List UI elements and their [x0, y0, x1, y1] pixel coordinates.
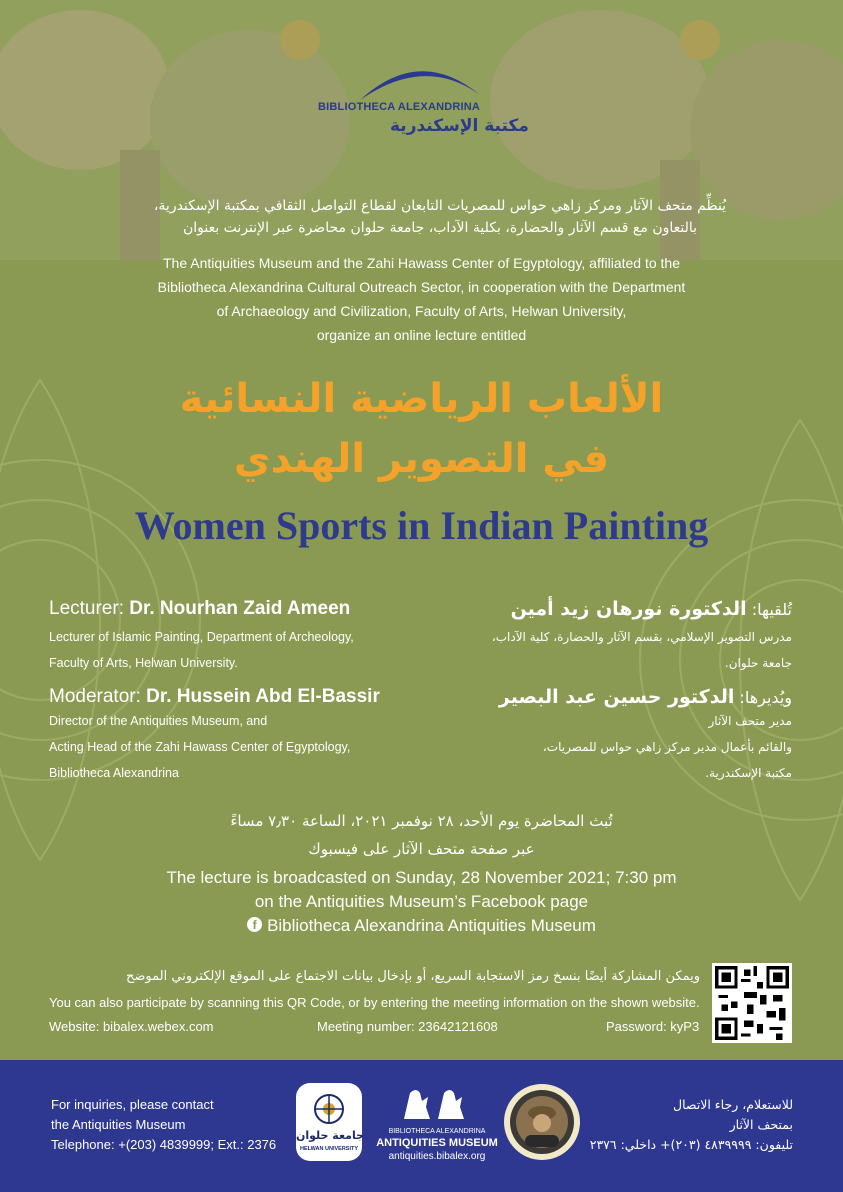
moderator-desc-ar3: مكتبة الإسكندرية. [705, 766, 792, 780]
footer-ar-line1: للاستعلام، رجاء الاتصال [673, 1097, 793, 1112]
facebook-icon: f [247, 917, 262, 932]
lecturer-desc-en2: Faculty of Arts, Helwan University. [49, 656, 238, 670]
meeting-password: Password: kyP3 [606, 1019, 700, 1034]
antiquities-museum-logo-icon [398, 1083, 472, 1123]
museum-line1: BIBLIOTHECA ALEXANDRINA [388, 1128, 486, 1135]
footer-contact-en [51, 1095, 276, 1155]
moderator-role-en: Moderator: [49, 686, 141, 707]
logo-text-ar: مكتبة الإسكندرية [390, 116, 529, 136]
lecturer-role-ar: تُلقيها: [751, 600, 792, 619]
footer-en-line1: For inquiries, please contact [51, 1097, 214, 1112]
logo-text-en: BIBLIOTHECA ALEXANDRINA [318, 101, 481, 113]
lecturer-desc-ar2: جامعة حلوان. [724, 656, 792, 670]
museum-website[interactable]: antiquities.bibalex.org [388, 1151, 486, 1162]
moderator-role-ar: ويُديرها: [739, 688, 792, 707]
intro-en-line1: The Antiquities Museum and the Zahi Hawass Center of Egyptology, affiliated to the [163, 255, 680, 271]
title-ar-line1: الألعاب الرياضية النسائية [179, 376, 664, 422]
participation-en: You can also participate by scanning this QR Code, or by entering the meeting information on the shown website. [49, 995, 700, 1010]
lecturer-name-en: Dr. Nourhan Zaid Ameen [129, 598, 351, 619]
footer-ar-phone: تليفون: ٤٨٣٩٩٩٩ (٢٠٣)+ داخلي: ٢٣٧٦ [589, 1137, 793, 1152]
website-info[interactable]: Website: bibalex.webex.com [49, 1019, 214, 1034]
moderator-line-en [49, 686, 419, 708]
moderator-desc-ar2: والقائم بأعمال مدير مركز زاهي حواس للمصريات، [542, 740, 792, 754]
intro-ar-line2: بالتعاون مع قسم الآثار والحضارة، بكلية الآداب، جامعة حلوان محاضرة عبر الإنترنت بعنوان [182, 220, 698, 236]
zahi-hawass-center-logo-icon [503, 1083, 581, 1161]
moderator-desc-en2: Acting Head of the Zahi Hawass Center of Egyptology, [49, 740, 351, 754]
moderator-desc-en3: Bibliotheca Alexandrina [49, 766, 179, 780]
footer-ar-line2: بمتحف الآثار [729, 1117, 793, 1132]
moderator-desc-en1: Director of the Antiquities Museum, and [49, 714, 268, 728]
intro-en-line4: organize an online lecture entitled [316, 327, 527, 343]
museum-line2: ANTIQUITIES MUSEUM [376, 1137, 498, 1149]
moderator-name-en: Dr. Hussein Abd El-Bassir [146, 686, 380, 707]
helwan-text-ar: جامعة حلوان [296, 1129, 365, 1142]
footer-en-line2: the Antiquities Museum [51, 1117, 186, 1132]
moderator-name-ar: الدكتور حسين عبد البصير [498, 686, 735, 708]
lecturer-name-ar: الدكتورة نورهان زيد أمين [510, 598, 747, 620]
moderator-desc-ar1: مدير متحف الآثار [708, 714, 792, 728]
facebook-page-link[interactable]: Bibliotheca Alexandrina Antiquities Museum [267, 916, 596, 935]
helwan-emblem-icon [309, 1091, 349, 1127]
footer-en-phone: Telephone: +(203) 4839999; Ext.: 2376 [51, 1137, 277, 1152]
intro-en-line2: Bibliotheca Alexandrina Cultural Outreach Sector, in cooperation with the Department [157, 279, 686, 295]
footer-contact-ar [589, 1095, 793, 1155]
facebook-page-line [60, 916, 783, 936]
broadcast-en-line2: on the Antiquities Museum’s Facebook page [254, 892, 589, 911]
lecturer-line-en [49, 598, 419, 620]
title-en: Women Sports in Indian Painting [134, 503, 709, 548]
helwan-text-en: HELWAN UNIVERSITY [299, 1146, 359, 1152]
intro-ar-line1: يُنظِّم متحف الآثار ومركز زاهي حواس للمصريات التابعان لقطاع التواصل الثقافي بمكتبة الإسكندرية، [153, 198, 727, 214]
intro-en-line3: of Archaeology and Civilization, Faculty of Arts, Helwan University, [216, 303, 627, 319]
lecturer-desc-en1: Lecturer of Islamic Painting, Department of Archeology, [49, 630, 354, 644]
broadcast-ar-line1: تُبث المحاضرة يوم الأحد، ٢٨ نوفمبر ٢٠٢١، الساعة ٧٫٣٠ مساءً [230, 812, 613, 830]
meeting-number: Meeting number: 23642121608 [317, 1019, 498, 1034]
lecturer-desc-ar1: مدرس التصوير الإسلامي، بقسم الآثار والحضارة، كلية الآداب، [491, 630, 792, 644]
lecturer-line-ar [440, 598, 792, 620]
helwan-university-logo [296, 1083, 365, 1161]
qr-code-icon[interactable] [712, 963, 792, 1043]
broadcast-en-line1: The lecture is broadcasted on Sunday, 28 November 2021; 7:30 pm [166, 868, 677, 887]
moderator-line-ar [440, 686, 792, 708]
lecturer-role-en: Lecturer: [49, 598, 124, 619]
title-ar-line2: في التصوير الهندي [233, 436, 610, 482]
broadcast-ar-line2: عبر صفحة متحف الآثار على فيسبوك [308, 840, 535, 858]
participation-ar: ويمكن المشاركة أيضًا بنسخ رمز الاستجابة السريع، أو بإدخال بيانات الاجتماع على الموقع الإلكتروني الموضح [126, 969, 700, 984]
